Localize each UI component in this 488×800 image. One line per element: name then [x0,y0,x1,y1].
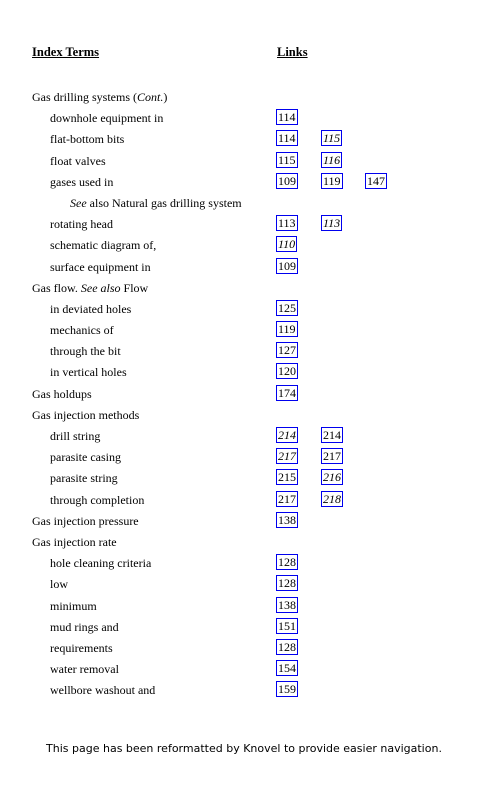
page-link-115[interactable]: 115 [323,131,341,146]
index-term [32,514,139,529]
index-entry-row [0,658,488,679]
index-term [50,450,121,465]
index-entry-row [0,107,488,128]
page-link-215[interactable]: 215 [278,470,296,485]
index-term [50,471,118,486]
index-term [32,535,117,550]
index-term [50,154,106,169]
page-link-214[interactable]: 214 [278,428,296,442]
index-term [50,175,113,190]
page-link-128[interactable]: 128 [278,555,296,570]
term-text: Flow [120,280,149,295]
index-term [70,196,242,211]
index-entry-row [0,595,488,616]
page-link-127[interactable]: 127 [278,343,296,358]
page-link-114[interactable]: 114 [278,131,296,146]
index-term [50,217,113,232]
page-link-113[interactable]: 113 [323,216,341,231]
term-text: low [50,577,68,592]
index-term [50,620,119,635]
term-italic-text: See also [80,280,121,295]
term-text: Gas injection rate [32,534,117,549]
page-link-217[interactable]: 217 [323,449,341,464]
index-terms-header: Index Terms [32,45,100,59]
index-entry-row [0,467,488,488]
term-italic-text: See [70,195,87,210]
page-link-151[interactable]: 151 [278,618,296,633]
index-entry-row [0,616,488,637]
index-entry-row [0,679,488,700]
term-text: ) [163,90,168,104]
page-link-138[interactable]: 138 [278,512,296,527]
page-link-159[interactable]: 159 [278,682,296,697]
term-text: flat-bottom bits [50,132,125,147]
index-entry-row [0,552,488,573]
index-term [50,429,100,444]
term-text: wellbore washout and [50,683,156,698]
index-entry-row [0,86,488,107]
index-term [50,599,97,614]
term-italic-text: Cont. [137,90,164,104]
index-entry-row [0,383,488,404]
page-link-174[interactable]: 174 [278,385,296,400]
index-entry-row [0,446,488,467]
index-entry-row [0,404,488,425]
index-entry-row [0,277,488,298]
page-link-116[interactable]: 116 [323,152,341,167]
index-entry-row [0,213,488,234]
page-link-113[interactable]: 113 [278,216,296,231]
index-term [50,556,151,571]
index-term [50,302,131,317]
page-link-218[interactable]: 218 [323,491,341,506]
index-term [50,662,119,677]
page-link-109[interactable]: 109 [278,173,296,188]
term-text: in deviated holes [50,301,132,316]
index-term [50,683,155,698]
page-link-214[interactable]: 214 [323,428,341,442]
index-entry-row [0,573,488,594]
term-text: also Natural gas drilling system [86,195,242,210]
term-text: Gas flow. [32,280,81,295]
index-entry-row [0,192,488,213]
term-text: water removal [50,662,119,677]
term-text: float valves [50,153,106,168]
index-entry-row [0,150,488,171]
page-link-128[interactable]: 128 [278,576,296,591]
term-text: minimum [50,598,97,613]
page-link-119[interactable]: 119 [323,173,341,188]
term-text: parasite casing [50,450,121,465]
term-text: Gas injection pressure [32,513,139,528]
index-entry-row [0,128,488,149]
index-entry-row [0,234,488,255]
page-link-217[interactable]: 217 [278,491,296,506]
links-header: Links [277,45,308,59]
term-text: in vertical holes [50,365,127,380]
term-text: through the bit [50,344,121,359]
term-text: downhole equipment in [50,111,164,126]
index-term [50,132,124,147]
index-entry-row [0,637,488,658]
index-entry-row [0,298,488,319]
term-text: rotating head [50,217,113,232]
page-link-147[interactable]: 147 [367,173,385,188]
page-link-154[interactable]: 154 [278,661,296,676]
index-entries [0,86,488,700]
index-term [32,408,139,423]
index-entry-row [0,361,488,382]
term-text: schematic diagram of, [50,238,157,253]
index-entry-row [0,256,488,277]
term-text: gases used in [50,174,114,189]
term-text: parasite string [50,471,118,486]
index-entry-row [0,510,488,531]
index-term [50,323,114,338]
index-term [50,111,163,126]
term-text: Gas drilling systems ( [32,90,137,104]
index-term [32,281,148,296]
index-entry-row [0,319,488,340]
knovel-footer-note: This page has been reformatted by Knovel to provide easier navigation. [46,742,442,755]
page-link-109[interactable]: 109 [278,258,296,273]
term-text: hole cleaning criteria [50,556,152,571]
index-term [50,365,127,380]
term-text: Gas holdups [32,386,92,401]
index-entry-row [0,489,488,510]
index-entry-row [0,531,488,552]
page-link-128[interactable]: 128 [278,639,296,654]
term-text: mud rings and [50,619,119,634]
term-text: surface equipment in [50,259,151,274]
index-entry-row [0,425,488,446]
term-text: through completion [50,492,145,507]
page-link-115[interactable]: 115 [278,152,296,167]
term-text: drill string [50,429,101,443]
term-text: Gas injection methods [32,407,140,422]
index-term [32,90,167,105]
index-term [50,344,121,359]
term-text: requirements [50,640,113,655]
index-term [50,493,144,508]
index-term [50,641,113,656]
index-term [32,387,92,402]
page-link-119[interactable]: 119 [278,322,296,337]
page-link-120[interactable]: 120 [278,364,296,379]
index-entry-row [0,171,488,192]
page-link-217[interactable]: 217 [278,449,296,464]
page-link-110[interactable]: 110 [278,237,296,252]
index-term [50,577,68,592]
index-entry-row [0,340,488,361]
index-term [50,260,151,275]
index-term [50,238,156,253]
term-text: mechanics of [50,323,114,338]
page-link-138[interactable]: 138 [278,597,296,612]
page-link-216[interactable]: 216 [323,470,341,485]
page-link-114[interactable]: 114 [278,110,296,125]
page-link-125[interactable]: 125 [278,300,296,315]
